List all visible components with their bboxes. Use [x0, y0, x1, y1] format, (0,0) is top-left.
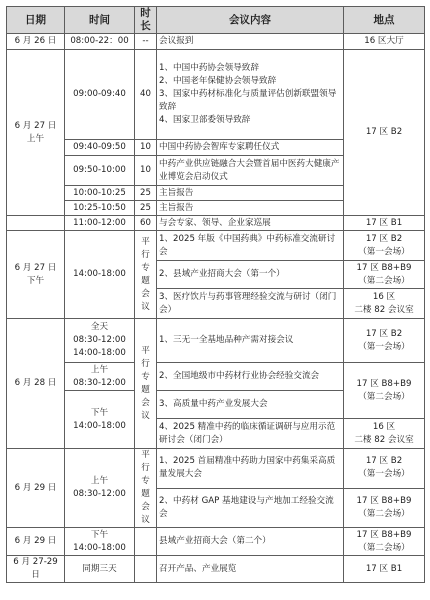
content-cell: 4、2025 精准中药的临床循证调研与应用示范研讨会（闭门会）: [157, 419, 344, 449]
date-cell: [7, 216, 65, 231]
time-cell: 08:00-22：00: [65, 34, 135, 50]
place-cell: 17 区 B8+B9 （第二会场）: [344, 261, 425, 289]
place-cell: 17 区 B2: [344, 50, 425, 216]
content-cell: 3、医疗饮片与药事管理经验交流与研讨（闭门会）: [157, 289, 344, 319]
time-cell: 09:50-10:00: [65, 156, 135, 186]
time-cell: 上午 08:30-12:00: [65, 363, 135, 391]
place-cell: 16 区 二楼 82 会议室: [344, 289, 425, 319]
content-cell: 1、2025 首届精准中药助力国家中药集采高质量发展大会: [157, 449, 344, 489]
duration-cell: 40: [135, 50, 157, 140]
date-cell: 6 月 27-29 日: [7, 556, 65, 583]
time-cell: 10:00-10:25: [65, 186, 135, 201]
table-row: [7, 556, 425, 583]
date-cell: 6 月 29 日: [7, 449, 65, 528]
content-cell: 县域产业招商大会（第二个）: [157, 528, 344, 556]
header-row: [7, 7, 425, 34]
content-cell: 主旨报告: [157, 201, 344, 216]
content-cell: 中药产业供应链融合大会暨首届中医药大健康产业博览会启动仪式: [157, 156, 344, 186]
time-cell: 全天 08:30-12:00 14:00-18:00: [65, 319, 135, 363]
table-row: [7, 528, 425, 556]
content-cell: 1、中国中药协会领导致辞 2、中国老年保健协会领导致辞 3、国家中药材标准化与质量评估创新联盟领导致辞 4、国家卫部委领导致辞: [157, 50, 344, 140]
content-cell: 3、高质量中药产业发展大会: [157, 391, 344, 419]
duration-cell: 平行 专题 会议: [135, 449, 157, 528]
content-cell: 1、2025 年版《中国药典》中药标准交流研讨会: [157, 231, 344, 261]
content-cell: 与会专家、领导、企业家巡展: [157, 216, 344, 231]
table-row: [7, 319, 425, 363]
duration-cell: 平行 专题 会议: [135, 319, 157, 449]
time-cell: 10:25-10:50: [65, 201, 135, 216]
duration-cell: 10: [135, 140, 157, 156]
duration-cell: 25: [135, 186, 157, 201]
header-time: 时间: [65, 7, 135, 34]
header-place: 地点: [344, 7, 425, 34]
header-duration: 时长: [135, 7, 157, 34]
date-cell: 6 月 27 日 上午: [7, 50, 65, 216]
content-cell: 2、县域产业招商大会（第一个）: [157, 261, 344, 289]
date-cell: 6 月 27 日 下午: [7, 231, 65, 319]
place-cell: 17 区 B2 （第一会场）: [344, 319, 425, 363]
duration-cell: --: [135, 34, 157, 50]
duration-cell: [135, 556, 157, 583]
schedule-document: [6, 6, 424, 594]
place-cell: 16 区大厅: [344, 34, 425, 50]
place-cell: 17 区 B2 （第一会场）: [344, 449, 425, 489]
time-cell: 09:00-09:40: [65, 50, 135, 140]
place-cell: 17 区 B8+B9 （第二会场）: [344, 488, 425, 528]
place-cell: 17 区 B8+B9 （第二会场）: [344, 363, 425, 419]
place-cell: 17 区 B8+B9 （第二会场）: [344, 528, 425, 556]
duration-cell: [135, 528, 157, 556]
table-row: [7, 231, 425, 261]
time-cell: 同期三天: [65, 556, 135, 583]
header-date: 日期: [7, 7, 65, 34]
table-row: [7, 363, 425, 391]
time-cell: 下午 14:00-18:00: [65, 391, 135, 449]
duration-cell: 25: [135, 201, 157, 216]
duration-cell: 平行 专题 会议: [135, 231, 157, 319]
content-cell: 会议报到: [157, 34, 344, 50]
table-row: [7, 34, 425, 50]
date-cell: 6 月 29 日: [7, 528, 65, 556]
content-cell: 主旨报告: [157, 186, 344, 201]
duration-cell: 10: [135, 156, 157, 186]
content-cell: 2、中药材 GAP 基地建设与产地加工经验交流会: [157, 488, 344, 528]
table-row: [7, 216, 425, 231]
date-cell: 6 月 26 日: [7, 34, 65, 50]
place-cell: 17 区 B2 （第一会场）: [344, 231, 425, 261]
content-cell: 1、三无一全基地品种产需对接会议: [157, 319, 344, 363]
time-cell: 下午 14:00-18:00: [65, 528, 135, 556]
time-cell: 11:00-12:00: [65, 216, 135, 231]
header-content: 会议内容: [157, 7, 344, 34]
date-cell: 6 月 28 日: [7, 319, 65, 449]
time-cell: 14:00-18:00: [65, 231, 135, 319]
content-cell: 召开产品、产业展览: [157, 556, 344, 583]
table-row: [7, 449, 425, 489]
place-cell: 16 区 二楼 82 会议室: [344, 419, 425, 449]
place-cell: 17 区 B1: [344, 216, 425, 231]
duration-cell: 60: [135, 216, 157, 231]
time-cell: 09:40-09:50: [65, 140, 135, 156]
place-cell: 17 区 B1: [344, 556, 425, 583]
time-cell: 上午 08:30-12:00: [65, 449, 135, 528]
content-cell: 中国中药协会智库专家聘任仪式: [157, 140, 344, 156]
schedule-table: [6, 6, 425, 583]
table-row: [7, 50, 425, 140]
content-cell: 2、全国地级市中药材行业协会经验交流会: [157, 363, 344, 391]
